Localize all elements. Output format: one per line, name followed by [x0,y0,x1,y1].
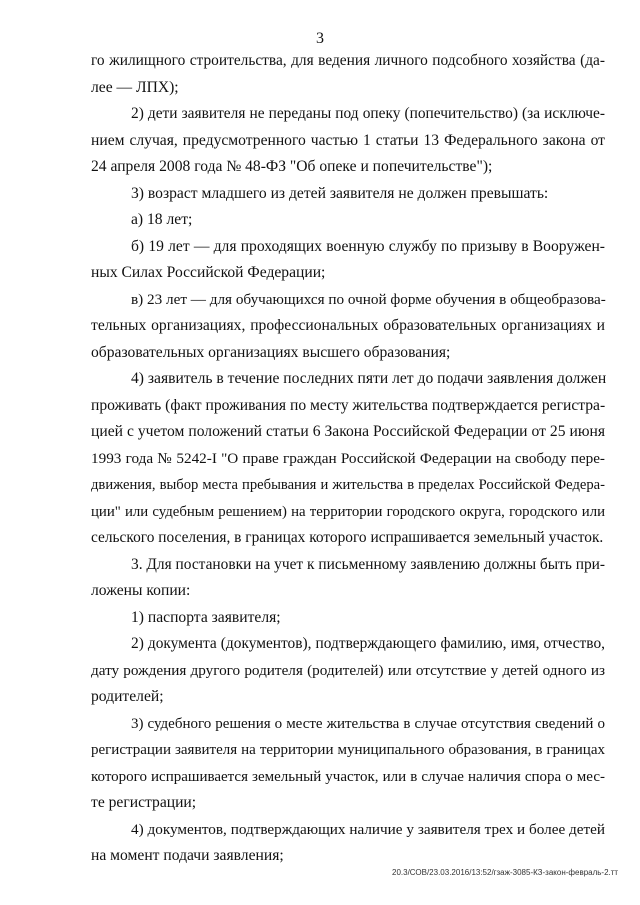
text-line: родителей; [91,688,164,705]
text-line: сельского поселения, в границах которого испрашивается земельный участок. [91,529,604,546]
text-line: 2) дети заявителя не переданы под опеку (попечительство) (за исключе- [131,105,605,122]
text-line: 2) документа (документов), подтверждающего фамилию, имя, отчество, [131,635,605,652]
text-line: 3) возраст младшего из детей заявителя не должен превышать: [131,184,549,202]
text-line: тельных организациях, профессиональных образовательных организациях и [91,317,605,334]
text-line: движения, выбор места пребывания и жительства в пределах Российской Федера- [91,477,605,493]
text-line: те регистрации; [91,794,197,811]
text-line: а) 18 лет; [131,211,193,228]
text-line: 4) документов, подтверждающих наличие у заявителя трех и более детей [131,820,605,838]
text-line: цией с учетом положений статьи 6 Закона Российской Федерации от 25 июня [91,423,605,440]
text-line: ложены копии: [91,582,191,599]
document-body [91,48,605,870]
text-line: которого испрашивается земельный участок, или в случае наличия спора о мес- [91,768,605,785]
text-line: образовательных организациях высшего образования; [91,343,451,361]
text-line: 4) заявитель в течение последних пяти лет до подачи заявления должен [131,370,607,387]
text-line: в) 23 лет — для обучающихся по очной форме обучения в общеобразова- [131,290,606,308]
text-line: 24 апреля 2008 года № 48-ФЗ "Об опеке и попечительстве"); [91,158,493,175]
text-line: 1) паспорта заявителя; [131,608,281,626]
text-line: 1993 года № 5242-I "О праве граждан Российской Федерации на свободу пере- [91,449,605,467]
text-line: ции" или судебным решением) на территории городского округа, городского или [91,503,605,520]
text-line: на момент подачи заявления; [91,847,284,864]
page-number: 3 [316,30,324,47]
text-line: нием случая, предусмотренного частью 1 статьи 13 Федерального закона от [91,131,605,149]
text-line: проживать (факт проживания по месту жительства подтверждается регистра- [91,396,606,414]
text-line: го жилищного строительства, для ведения личного подсобного хозяйства (да- [91,52,605,69]
text-line: 3) судебного решения о месте жительства в случае отсутствия сведений о [131,715,605,732]
text-line: б) 19 лет — для проходящих военную службу по призыву в Вооружен- [131,237,605,255]
text-line: 3. Для постановки на учет к письменному заявлению должны быть при- [131,555,605,573]
text-line: регистрации заявителя на территории муниципального образования, в границах [91,742,605,758]
text-line: лее — ЛПХ); [91,78,179,96]
text-line: ных Силах Российской Федерации; [91,264,326,281]
text-line: дату рождения другого родителя (родителей) или отсутствие у детей одного из [91,661,605,679]
footer-file-path: 20.3/СОВ/23.03.2016/13:52/гзаж-3085-КЗ-закон-февраль-2.тт [392,868,619,877]
